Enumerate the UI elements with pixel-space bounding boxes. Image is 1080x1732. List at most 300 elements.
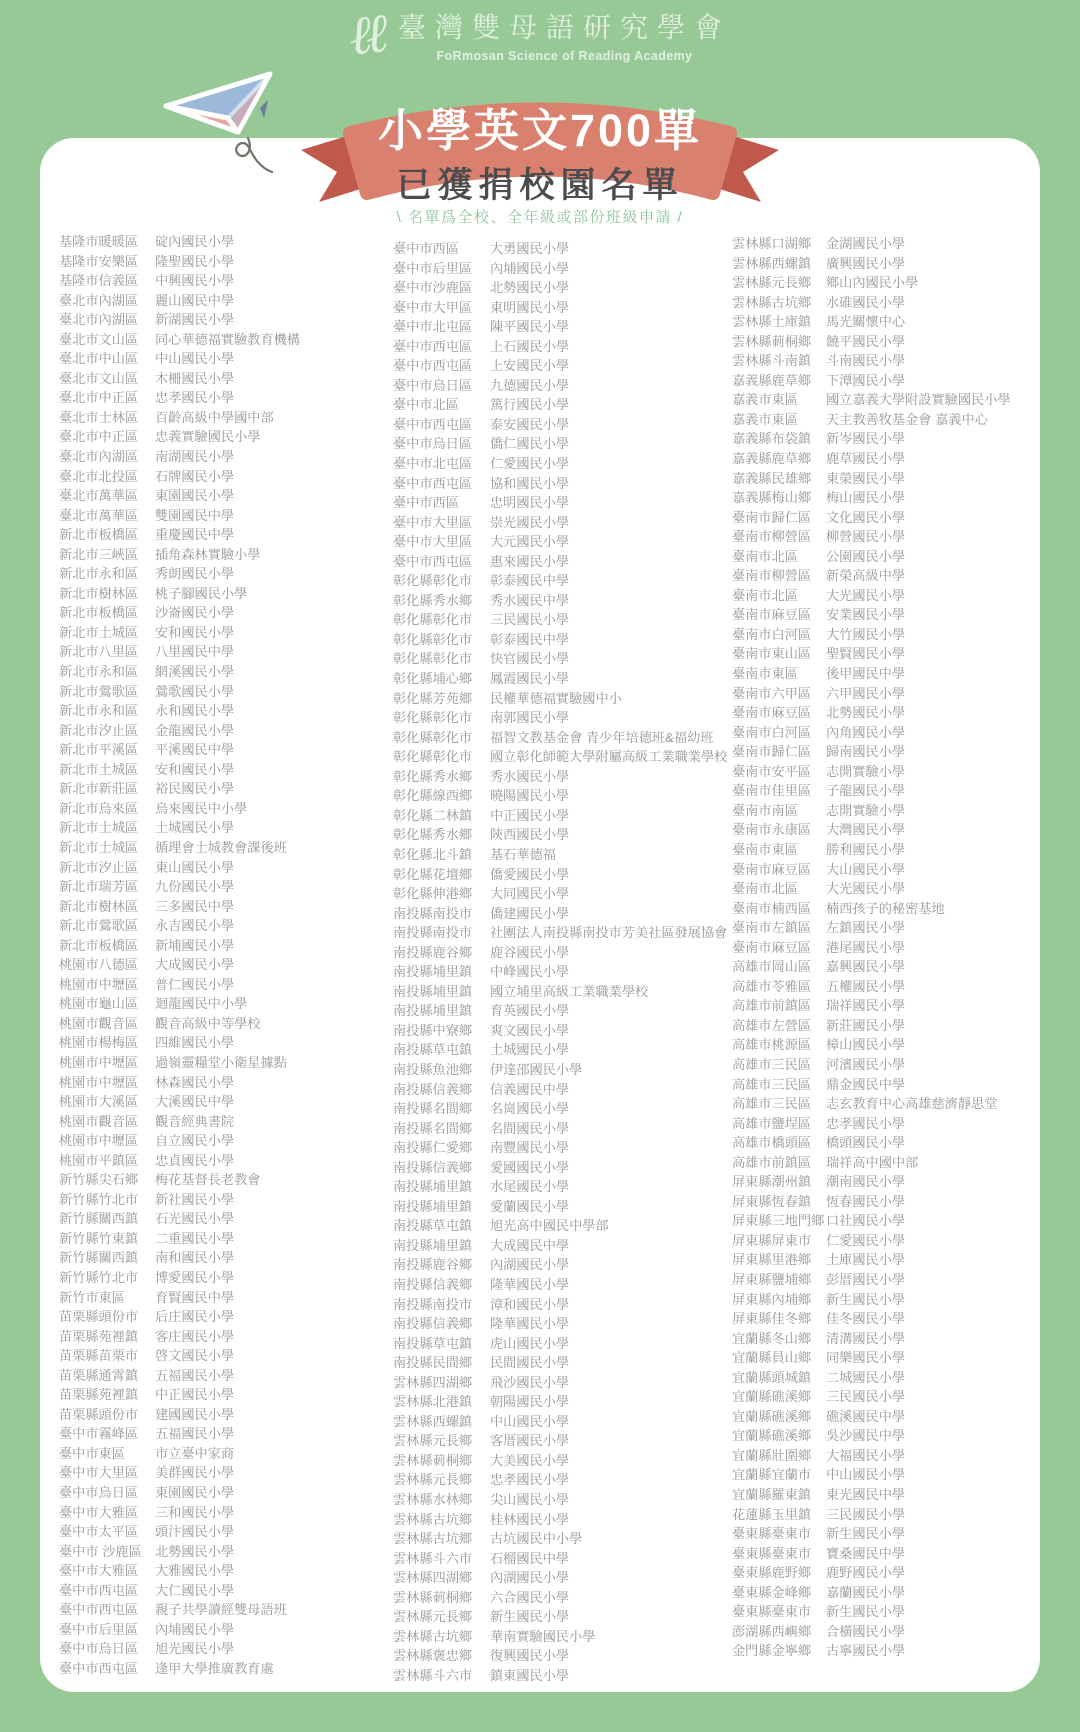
list-item bbox=[732, 1075, 1011, 1095]
list-item bbox=[59, 291, 300, 311]
school-name: 循理會土城教會課後班 bbox=[155, 839, 287, 855]
district-label: 新北市平溪區 bbox=[59, 742, 139, 758]
district-label: 雲林縣土庫鎮 bbox=[732, 314, 812, 330]
district-label: 南投縣中寮鄉 bbox=[393, 1022, 473, 1038]
list-item bbox=[59, 1522, 300, 1542]
school-name: 曉陽國民小學 bbox=[490, 788, 570, 804]
district-label: 新北市板橋區 bbox=[59, 527, 139, 543]
district-label: 嘉義縣民雄鄉 bbox=[732, 470, 812, 486]
school-name: 新生國民小學 bbox=[826, 1604, 906, 1620]
school-name: 三民國民小學 bbox=[826, 1389, 906, 1405]
district-label: 基隆市暖暖區 bbox=[59, 234, 139, 249]
district-label: 臺南市北區 bbox=[732, 548, 798, 564]
list-item bbox=[393, 728, 727, 748]
district-label: 南投縣信義鄉 bbox=[393, 1081, 473, 1097]
school-name: 建國國民小學 bbox=[155, 1406, 235, 1422]
list-item bbox=[732, 527, 1011, 547]
district-label: 苗栗縣通霄鎮 bbox=[59, 1367, 139, 1383]
school-name: 同心華德福實驗教育機構 bbox=[155, 331, 301, 347]
list-item bbox=[732, 1563, 1011, 1583]
list-item bbox=[732, 547, 1011, 567]
school-name: 永吉國民小學 bbox=[155, 918, 235, 934]
school-name: 天主教善牧基金會 嘉義中心 bbox=[826, 411, 988, 427]
list-item bbox=[393, 571, 727, 591]
list-item bbox=[393, 1373, 727, 1393]
list-item bbox=[59, 1542, 300, 1562]
list-item bbox=[732, 273, 1011, 293]
school-name: 桃子腳國民小學 bbox=[155, 585, 248, 601]
district-label: 臺中市西屯區 bbox=[393, 338, 473, 354]
district-label: 臺北市內湖區 bbox=[59, 312, 139, 328]
list-item bbox=[59, 1053, 300, 1073]
list-item bbox=[59, 1405, 300, 1425]
district-label: 雲林縣褒忠鄉 bbox=[393, 1648, 473, 1664]
district-label: 臺南市北區 bbox=[732, 881, 798, 897]
district-label: 臺南市東區 bbox=[732, 841, 798, 857]
school-name: 名間國民小學 bbox=[490, 1120, 570, 1136]
district-label: 臺南市白河區 bbox=[732, 626, 812, 642]
district-label: 南投縣埔里鎮 bbox=[393, 1003, 473, 1019]
school-name: 中正國民小學 bbox=[155, 1387, 235, 1403]
list-item bbox=[393, 904, 727, 924]
list-item bbox=[732, 1329, 1011, 1349]
list-item bbox=[393, 1490, 727, 1510]
list-item bbox=[59, 1327, 300, 1347]
school-name: 瑞祥高中國中部 bbox=[826, 1154, 919, 1170]
district-label: 南投縣仁愛鄉 bbox=[393, 1140, 473, 1156]
school-name: 內湖國民小學 bbox=[490, 1257, 570, 1273]
district-label: 臺東縣臺東市 bbox=[732, 1526, 812, 1542]
district-label: 苗栗縣苑裡鎮 bbox=[59, 1328, 139, 1344]
list-item bbox=[59, 427, 300, 447]
district-label: 宜蘭縣羅東鎮 bbox=[732, 1487, 812, 1502]
school-name: 南湖國民小學 bbox=[155, 449, 235, 465]
org-logo bbox=[0, 0, 1080, 68]
district-label: 桃園市中壢區 bbox=[59, 1054, 139, 1070]
district-label: 雲林縣四湖鄉 bbox=[393, 1570, 473, 1586]
school-name: 安和國民小學 bbox=[155, 761, 235, 777]
school-name: 客庄國民小學 bbox=[155, 1328, 235, 1344]
district-label: 臺南市柳營區 bbox=[732, 568, 812, 584]
school-name: 東明國民小學 bbox=[490, 299, 570, 315]
list-item bbox=[732, 1153, 1011, 1173]
district-label: 新北市永和區 bbox=[59, 703, 139, 719]
school-name: 中山國民小學 bbox=[155, 351, 235, 367]
school-name: 東榮國民小學 bbox=[826, 470, 906, 486]
district-label: 彰化縣花壇鄉 bbox=[393, 866, 473, 882]
list-item bbox=[59, 760, 300, 780]
school-name: 東園國民小學 bbox=[155, 1485, 235, 1500]
school-name: 東園國民小學 bbox=[155, 488, 235, 504]
district-label: 高雄市左營區 bbox=[732, 1017, 812, 1033]
school-name: 漳和國民小學 bbox=[490, 1296, 570, 1312]
school-name: 百齡高級中學國中部 bbox=[155, 409, 274, 425]
district-label: 新北市汐止區 bbox=[59, 859, 139, 875]
district-label: 苗栗縣苗栗市 bbox=[59, 1348, 139, 1364]
school-name: 鹿谷國民小學 bbox=[490, 944, 570, 960]
district-label: 新北市土城區 bbox=[59, 761, 139, 777]
district-label: 南投縣名間鄉 bbox=[393, 1101, 473, 1117]
list-item bbox=[393, 1529, 727, 1549]
school-name: 南豐國民小學 bbox=[490, 1140, 570, 1156]
list-item bbox=[732, 742, 1011, 762]
list-item bbox=[732, 996, 1011, 1016]
list-item bbox=[59, 701, 300, 721]
district-label: 桃園市大溪區 bbox=[59, 1094, 139, 1110]
list-item bbox=[393, 747, 727, 767]
district-label: 新竹市東區 bbox=[59, 1289, 125, 1305]
list-item bbox=[732, 1035, 1011, 1055]
district-label: 新北市瑞芳區 bbox=[59, 879, 139, 895]
school-name: 國立嘉義大學附設實驗國民小學 bbox=[826, 392, 1011, 408]
list-item bbox=[393, 1627, 727, 1647]
school-name: 平溪國民中學 bbox=[155, 742, 235, 758]
list-item bbox=[59, 1346, 300, 1366]
list-item bbox=[59, 1248, 300, 1268]
school-name: 大山國民小學 bbox=[826, 861, 906, 877]
list-item bbox=[59, 467, 300, 487]
list-item bbox=[393, 1216, 727, 1236]
district-label: 臺南市安平區 bbox=[732, 763, 812, 779]
district-label: 新北市永和區 bbox=[59, 664, 139, 680]
list-item bbox=[59, 525, 300, 545]
district-label: 臺中市太平區 bbox=[59, 1524, 139, 1540]
list-item bbox=[59, 564, 300, 584]
list-item bbox=[732, 1211, 1011, 1231]
school-name: 新生國民小學 bbox=[826, 1526, 906, 1542]
school-name: 大元國民小學 bbox=[490, 534, 570, 550]
list-item bbox=[732, 957, 1011, 977]
school-name: 二城國民小學 bbox=[826, 1369, 906, 1385]
district-label: 高雄市鹽埕區 bbox=[732, 1115, 812, 1131]
subtitle: \ 名單爲全校、全年級或部份班級申請 / bbox=[396, 209, 684, 226]
district-label: 嘉義縣梅山鄉 bbox=[732, 490, 812, 506]
school-name: 華南實驗國民小學 bbox=[490, 1628, 596, 1644]
district-label: 南投縣信義鄉 bbox=[393, 1159, 473, 1175]
school-name: 虎山國民小學 bbox=[490, 1335, 570, 1351]
list-item bbox=[393, 1080, 727, 1100]
school-name: 忠孝國民小學 bbox=[155, 390, 235, 406]
school-name: 大成國民小學 bbox=[155, 957, 235, 973]
district-label: 臺北市北投區 bbox=[59, 468, 139, 484]
school-name: 育英國民小學 bbox=[490, 1003, 570, 1019]
district-label: 臺南市永康區 bbox=[732, 822, 812, 838]
list-item bbox=[393, 474, 727, 494]
school-name: 麗山國民中學 bbox=[155, 292, 235, 308]
district-label: 彰化縣彰化市 bbox=[393, 573, 473, 589]
list-item bbox=[732, 664, 1011, 684]
school-name: 石牌國民小學 bbox=[155, 468, 235, 484]
list-item bbox=[59, 252, 300, 272]
district-label: 臺中市西屯區 bbox=[59, 1660, 139, 1676]
school-name: 合橫國民小學 bbox=[826, 1623, 906, 1639]
school-name: 僑仁國民小學 bbox=[490, 436, 570, 452]
school-name: 博愛國民小學 bbox=[155, 1269, 235, 1285]
school-name: 佳冬國民小學 bbox=[826, 1311, 906, 1327]
list-item bbox=[732, 781, 1011, 801]
list-item bbox=[732, 1192, 1011, 1212]
district-label: 雲林縣莿桐鄉 bbox=[393, 1589, 473, 1605]
district-label: 臺中市大里區 bbox=[393, 534, 473, 550]
school-name: 柳營國民小學 bbox=[826, 529, 906, 545]
school-list-column-1 bbox=[59, 232, 300, 1678]
school-name: 彰泰國民中學 bbox=[490, 573, 570, 589]
school-name: 秀水國民中學 bbox=[490, 592, 570, 608]
school-name: 三民國民小學 bbox=[826, 1506, 906, 1522]
district-label: 南投縣南投市 bbox=[393, 905, 473, 921]
district-label: 臺南市麻豆區 bbox=[732, 861, 812, 877]
district-label: 南投縣埔里鎮 bbox=[393, 1237, 473, 1253]
school-name: 中山國民小學 bbox=[490, 1413, 570, 1429]
school-name: 泰安國民小學 bbox=[490, 416, 570, 432]
list-item bbox=[732, 234, 1011, 254]
list-item bbox=[393, 1197, 727, 1217]
list-item bbox=[393, 1158, 727, 1178]
list-item bbox=[59, 1268, 300, 1288]
list-item bbox=[393, 298, 727, 318]
district-label: 臺南市白河區 bbox=[732, 724, 812, 740]
school-name: 饒平國民小學 bbox=[826, 333, 906, 349]
district-label: 彰化縣芳苑鄉 bbox=[393, 690, 473, 706]
list-item bbox=[59, 877, 300, 897]
school-name: 新湖國民小學 bbox=[155, 312, 235, 328]
school-name: 育賢國民中學 bbox=[155, 1289, 235, 1305]
list-item bbox=[732, 938, 1011, 958]
district-label: 臺中市烏日區 bbox=[59, 1485, 139, 1500]
list-item bbox=[59, 1620, 300, 1640]
list-item bbox=[59, 1288, 300, 1308]
district-label: 南投縣埔里鎮 bbox=[393, 1179, 473, 1195]
school-name: 插角森林實驗小學 bbox=[155, 546, 261, 562]
list-item bbox=[732, 469, 1011, 489]
list-item bbox=[393, 552, 727, 572]
list-item bbox=[732, 625, 1011, 645]
school-name: 左鎮國民小學 bbox=[826, 920, 906, 936]
district-label: 臺南市歸仁區 bbox=[732, 744, 812, 760]
district-label: 臺南市佳里區 bbox=[732, 783, 812, 799]
school-name: 后庄國民小學 bbox=[155, 1309, 235, 1325]
district-label: 宜蘭縣頭城鎮 bbox=[732, 1369, 812, 1385]
district-label: 彰化縣二林鎮 bbox=[393, 807, 473, 823]
list-item bbox=[393, 239, 727, 259]
list-item bbox=[393, 317, 727, 337]
district-label: 雲林縣古坑鄉 bbox=[393, 1511, 473, 1527]
district-label: 雲林縣莿桐鄉 bbox=[732, 333, 812, 349]
school-name: 寶桑國民中學 bbox=[826, 1545, 906, 1561]
school-name: 親子共學讀經雙母語班 bbox=[155, 1602, 287, 1618]
district-label: 屏東縣恆春鎮 bbox=[732, 1193, 812, 1209]
district-label: 新北市鶯歌區 bbox=[59, 918, 139, 934]
list-item bbox=[59, 1483, 300, 1503]
school-name: 飛沙國民小學 bbox=[490, 1374, 570, 1390]
list-item bbox=[732, 1114, 1011, 1134]
list-item bbox=[732, 332, 1011, 352]
district-label: 新北市新莊區 bbox=[59, 781, 139, 797]
list-item bbox=[393, 376, 727, 396]
list-item bbox=[732, 1172, 1011, 1192]
school-name: 大溪國民中學 bbox=[155, 1094, 235, 1110]
school-name: 美群國民小學 bbox=[155, 1465, 235, 1481]
district-label: 臺中市后里區 bbox=[393, 260, 473, 276]
list-item bbox=[393, 493, 727, 513]
district-label: 彰化縣彰化市 bbox=[393, 651, 473, 667]
district-label: 雲林縣西螺鎮 bbox=[732, 255, 812, 271]
list-item bbox=[59, 1600, 300, 1620]
list-item bbox=[393, 865, 727, 885]
list-item bbox=[732, 1055, 1011, 1075]
district-label: 新北市鶯歌區 bbox=[59, 683, 139, 699]
school-name: 愛蘭國民小學 bbox=[490, 1198, 570, 1214]
school-name: 秀朗國民小學 bbox=[155, 566, 235, 582]
school-name: 橋頭國民小學 bbox=[826, 1135, 906, 1151]
list-item bbox=[393, 1001, 727, 1021]
school-name: 基石華德福 bbox=[490, 846, 556, 862]
list-item bbox=[59, 623, 300, 643]
school-name: 三和國民小學 bbox=[155, 1504, 235, 1520]
district-label: 雲林縣北港鎮 bbox=[393, 1394, 473, 1410]
school-name: 觀音經典書院 bbox=[155, 1113, 235, 1129]
district-label: 新北市三峽區 bbox=[59, 546, 139, 562]
list-item bbox=[732, 1446, 1011, 1466]
school-name: 南郭國民小學 bbox=[490, 710, 570, 726]
list-item bbox=[393, 278, 727, 298]
list-item bbox=[59, 916, 300, 936]
school-name: 秀水國民小學 bbox=[490, 768, 570, 784]
list-item bbox=[393, 1334, 727, 1354]
list-item bbox=[59, 662, 300, 682]
school-name: 樟山國民小學 bbox=[826, 1037, 906, 1053]
district-label: 彰化縣彰化市 bbox=[393, 631, 473, 647]
list-item bbox=[732, 977, 1011, 997]
district-label: 新竹縣尖石鄉 bbox=[59, 1172, 139, 1188]
list-item bbox=[59, 1659, 300, 1679]
list-item bbox=[732, 1524, 1011, 1544]
district-label: 臺中市北區 bbox=[393, 397, 459, 413]
list-item bbox=[393, 1236, 727, 1256]
school-name: 上石國民小學 bbox=[490, 338, 570, 354]
list-item bbox=[59, 799, 300, 819]
district-label: 彰化縣埔心鄉 bbox=[393, 671, 473, 687]
district-label: 高雄市三民區 bbox=[732, 1056, 812, 1072]
district-label: 南投縣信義鄉 bbox=[393, 1276, 473, 1292]
list-item bbox=[59, 603, 300, 623]
district-label: 金門縣金寧鄉 bbox=[732, 1643, 812, 1659]
school-name: 忠貞國民小學 bbox=[155, 1152, 235, 1168]
district-label: 屏東縣佳冬鄉 bbox=[732, 1311, 812, 1327]
school-name: 大同國民小學 bbox=[490, 886, 570, 902]
list-item bbox=[732, 918, 1011, 938]
list-item bbox=[732, 1016, 1011, 1036]
list-item bbox=[59, 818, 300, 838]
school-name: 中興國民小學 bbox=[155, 273, 235, 289]
district-label: 嘉義市東區 bbox=[732, 411, 798, 427]
list-item bbox=[393, 1588, 727, 1608]
district-label: 屏東縣鹽埔鄉 bbox=[732, 1271, 812, 1287]
school-name: 鳳霞國民小學 bbox=[490, 671, 570, 687]
list-item bbox=[732, 1426, 1011, 1446]
list-item bbox=[59, 271, 300, 291]
school-name: 內湖國民小學 bbox=[490, 1570, 570, 1586]
district-label: 屏東縣屏東市 bbox=[732, 1232, 812, 1248]
list-item bbox=[59, 369, 300, 389]
list-item bbox=[59, 1229, 300, 1249]
school-name: 鎮東國民小學 bbox=[490, 1667, 570, 1683]
school-name: 復興國民小學 bbox=[490, 1648, 570, 1664]
district-label: 高雄市岡山區 bbox=[732, 959, 812, 975]
district-label: 雲林縣口湖鄉 bbox=[732, 236, 812, 251]
district-label: 新北市永和區 bbox=[59, 566, 139, 582]
list-item bbox=[59, 330, 300, 350]
school-name: 潮南國民小學 bbox=[826, 1174, 906, 1190]
district-label: 彰化縣彰化市 bbox=[393, 749, 473, 765]
list-item bbox=[393, 1353, 727, 1373]
list-item bbox=[732, 1290, 1011, 1310]
school-name: 大美國民小學 bbox=[490, 1452, 570, 1468]
school-name: 水碓國民小學 bbox=[826, 294, 906, 310]
list-item bbox=[393, 1607, 727, 1627]
school-name: 石光國民小學 bbox=[155, 1211, 235, 1227]
district-label: 宜蘭縣員山鄉 bbox=[732, 1350, 812, 1366]
school-name: 仁愛國民小學 bbox=[490, 456, 570, 472]
district-label: 南投縣草屯鎮 bbox=[393, 1042, 473, 1058]
school-name: 梅花基督長老教會 bbox=[155, 1172, 261, 1188]
school-name: 爽文國民小學 bbox=[490, 1022, 570, 1038]
school-name: 信義國民中學 bbox=[490, 1081, 570, 1097]
school-name: 新生國民小學 bbox=[490, 1609, 570, 1625]
school-name: 裕民國民小學 bbox=[155, 781, 235, 797]
school-name: 旭光高中國民中學部 bbox=[490, 1218, 609, 1234]
district-label: 桃園市中壢區 bbox=[59, 1074, 139, 1090]
school-name: 水尾國民小學 bbox=[490, 1179, 570, 1195]
district-label: 嘉義市東區 bbox=[732, 392, 798, 408]
district-label: 雲林縣四湖鄉 bbox=[393, 1374, 473, 1390]
list-item bbox=[732, 1622, 1011, 1642]
school-name: 大仁國民小學 bbox=[155, 1582, 235, 1598]
list-item bbox=[393, 962, 727, 982]
district-label: 臺中市烏日區 bbox=[59, 1641, 139, 1657]
list-item bbox=[59, 897, 300, 917]
list-item bbox=[732, 1094, 1011, 1114]
school-name: 志玄教育中心高雄慈濟靜思堂 bbox=[826, 1096, 998, 1112]
district-label: 臺南市楠西區 bbox=[732, 900, 812, 916]
school-name: 上安國民小學 bbox=[490, 358, 570, 374]
school-name: 客厝國民小學 bbox=[490, 1433, 570, 1449]
school-name: 五福國民小學 bbox=[155, 1367, 235, 1383]
list-item bbox=[393, 943, 727, 963]
school-name: 桂林國民小學 bbox=[490, 1511, 570, 1527]
list-item bbox=[393, 1060, 727, 1080]
school-name: 五權國民小學 bbox=[826, 978, 906, 994]
school-name: 八里國民中學 bbox=[155, 644, 235, 660]
district-label: 新北市樹林區 bbox=[59, 898, 139, 914]
district-label: 臺東縣金峰鄉 bbox=[732, 1584, 812, 1600]
district-label: 臺北市士林區 bbox=[59, 409, 139, 425]
school-name: 九份國民小學 bbox=[155, 879, 235, 895]
list-item bbox=[59, 936, 300, 956]
district-label: 新北市八里區 bbox=[59, 644, 139, 660]
list-item bbox=[732, 449, 1011, 469]
district-label: 南投縣鹿谷鄉 bbox=[393, 944, 473, 960]
school-name: 沙崙國民小學 bbox=[155, 605, 235, 621]
list-item bbox=[59, 1385, 300, 1405]
school-name: 金湖國民小學 bbox=[826, 236, 906, 251]
list-item bbox=[59, 584, 300, 604]
district-label: 臺南市柳營區 bbox=[732, 529, 812, 545]
list-item bbox=[732, 879, 1011, 899]
list-item bbox=[59, 1639, 300, 1659]
list-item bbox=[59, 1561, 300, 1581]
school-name: 陝西國民小學 bbox=[490, 827, 570, 843]
